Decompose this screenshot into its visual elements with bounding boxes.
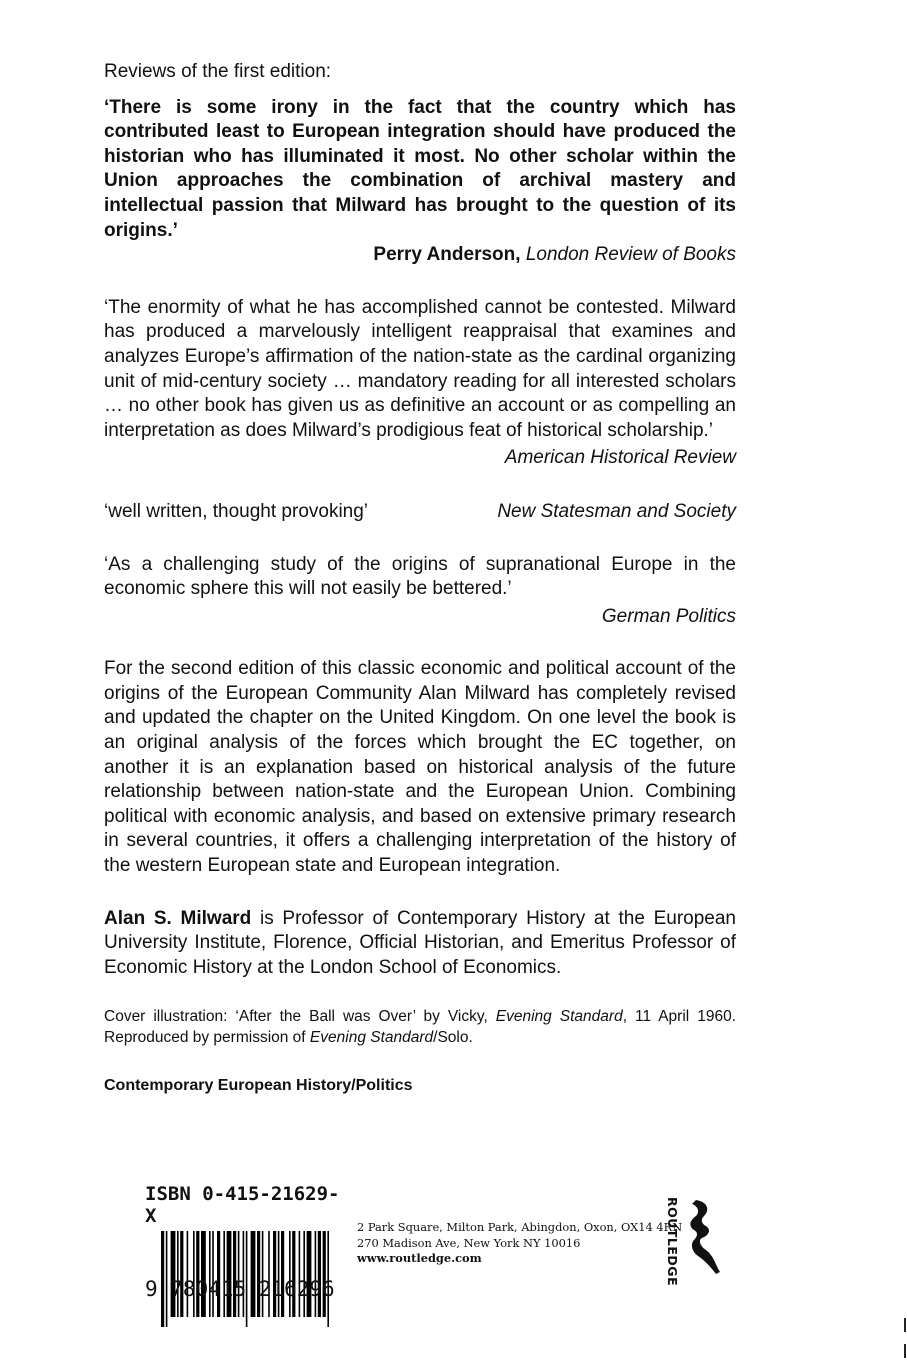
edge-mark-1 (904, 1318, 906, 1332)
cover-credit-text-2: , 11 April 1960. Reproduced by permission of (104, 1008, 737, 1047)
barcode-bar (299, 1231, 301, 1317)
barcode-bar (268, 1231, 270, 1317)
barcode-bar (209, 1231, 211, 1317)
cover-credit-text-1: Cover illustration: ‘After the Ball was Over’ by Vicky, (104, 1008, 496, 1026)
review-source-4: German Politics (601, 605, 736, 627)
barcode-digits: 9 780415 216296 (145, 1277, 335, 1301)
publisher-name-text: ROUTLEDGE (665, 1197, 680, 1287)
barcode-bar (187, 1231, 189, 1317)
barcode-bar (223, 1231, 225, 1317)
cover-credit (104, 1006, 736, 1048)
reviews-heading: Reviews of the first edition: (104, 61, 332, 82)
barcode-bar (257, 1231, 260, 1317)
barcode-bar (193, 1231, 195, 1317)
barcode-bar (238, 1231, 240, 1317)
barcode-bar (212, 1231, 214, 1317)
publisher-address-line-1: 2 Park Square, Milton Park, Abingdon, Oxon, OX14 4RN (357, 1220, 683, 1234)
barcode-bar (273, 1231, 276, 1317)
publisher-address-line-2: 270 Madison Ave, New York NY 10016 (357, 1235, 581, 1250)
author-bio (104, 907, 736, 981)
publisher-website: www.routledge.com (357, 1251, 482, 1265)
review-quote-1: ‘There is some irony in the fact that the country which has contributed least to European integration should have produced the historian who has illuminated it most. No other scholar within the Union approaches the combination of archival mastery and intellectual passion that Milward has brought to the question of its origins.’ (104, 96, 736, 241)
publisher-address (357, 1220, 682, 1267)
review-source-1: London Review of Books (525, 244, 736, 266)
barcode-bar (201, 1231, 206, 1317)
barcode-bar (251, 1231, 256, 1317)
barcode-bar (227, 1231, 232, 1317)
barcode-bar (303, 1231, 305, 1317)
review-3 (104, 500, 736, 525)
barcode-bar (292, 1231, 295, 1317)
barcode-bar (315, 1231, 317, 1317)
cover-credit-text-3: /Solo. (433, 1029, 473, 1047)
edge-mark-2 (904, 1344, 906, 1358)
barcode-block (145, 1183, 341, 1327)
barcode-bar (307, 1231, 312, 1317)
barcode-bar (278, 1231, 280, 1317)
routledge-logo-icon (664, 1196, 724, 1276)
back-cover-text (104, 60, 736, 1099)
author-name: Alan S. Milward (104, 907, 252, 929)
review-quote-2: ‘The enormity of what he has accomplished cannot be contested. Milward has produced a marvelously intelligent reappraisal that examines and analyzes Europe’s affirmation of the nation-state as the cardinal organizing unit of mid-century society … mandatory reading for all interested scholars … no other book has given us as definitive an account or as compelling an interpretation as does Milward’s prodigious feat of historical scholarship.’ (104, 296, 736, 441)
review-author-1: Perry Anderson, (373, 244, 521, 266)
barcode-bar (281, 1231, 284, 1317)
review-source-3: New Statesman and Society (497, 500, 736, 522)
barcode-bar (177, 1231, 179, 1317)
isbn-label: ISBN 0-415-21629-X (145, 1183, 340, 1227)
barcode-bar (289, 1231, 291, 1317)
barcode-bar (243, 1231, 245, 1317)
barcode-bar (171, 1231, 176, 1317)
cover-credit-paper-1: Evening Standard (495, 1008, 623, 1026)
cover-credit-paper-2: Evening Standard (309, 1029, 434, 1047)
review-quote-4: ‘As a challenging study of the origins of supranational Europe in the economic sphere this will not easily be bettered.’ (104, 553, 736, 600)
barcode-bar (262, 1231, 264, 1317)
author-bio-text: is Professor of Contemporary History at the European University Institute, Florence, Official Historian, and Emeritus Professor of Economic History at the London School of Economics. (104, 907, 736, 978)
review-source-2: American Historical Review (504, 447, 736, 469)
barcode-bar (196, 1231, 199, 1317)
barcode-bar (323, 1231, 326, 1317)
barcode-bar (233, 1231, 236, 1317)
review-quote-3: ‘well written, thought provoking’ (104, 500, 369, 522)
barcode-bar (180, 1231, 183, 1317)
barcode-bar (318, 1231, 321, 1317)
subject-category: Contemporary European History/Politics (104, 1077, 413, 1095)
review-attribution-1 (104, 243, 736, 268)
barcode-bar (217, 1231, 220, 1317)
book-description: For the second edition of this classic economic and political account of the origins of the European Community Alan Milward has completely revised and updated the chapter on the United Kingdom. On one level the book is an original analysis of the forces which brought the EC together, on another it is an explanation based on historical analysis of the future relationship between nation-state and the European Union. Combining political with economic analysis, and based on extensive primary research in several countries, it offers a challenging interpretation of the history of the western European state and European integration. (104, 658, 736, 877)
